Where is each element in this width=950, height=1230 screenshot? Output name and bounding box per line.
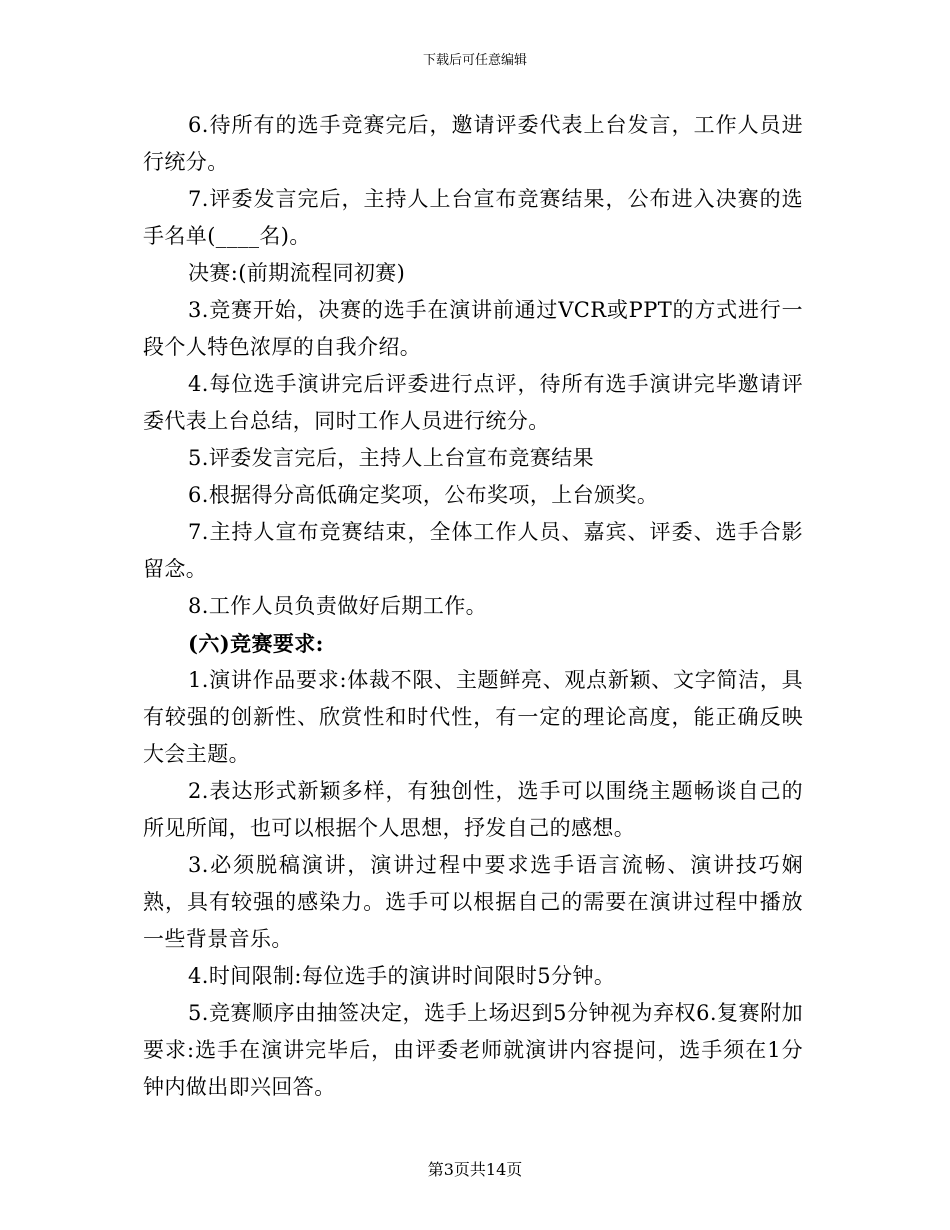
section-heading-requirements: (六)竞赛要求: — [188, 631, 324, 656]
paragraph-item-7-announce-finalists: 7.评委发言完后，主持人上台宣布竞赛结果，公布进入决赛的选手名单(____名)。 — [143, 187, 803, 248]
paragraph-item-6-awards: 6.根据得分高低确定奖项，公布奖项，上台颁奖。 — [188, 483, 659, 507]
paragraph-finals-intro: 决赛:(前期流程同初赛) — [188, 261, 406, 285]
paragraph-item-7-group-photo: 7.主持人宣布竞赛结束，全体工作人员、嘉宾、评委、选手合影留念。 — [143, 520, 803, 581]
paragraph-req-1-content: 1.演讲作品要求:体裁不限、主题鲜亮、观点新颖、文字简洁，具有较强的创新性、欣赏性和时代性，有一定的理论高度，能正确反映大会主题。 — [143, 668, 803, 766]
paragraph-req-4-time-limit: 4.时间限制:每位选手的演讲时间限时5分钟。 — [188, 964, 616, 988]
paragraph-item-4-judges-review: 4.每位选手演讲完后评委进行点评，待所有选手演讲完毕邀请评委代表上台总结，同时工作人员进行统分。 — [143, 372, 803, 433]
page-number: 第3页共14页 — [427, 1160, 523, 1179]
paragraph-item-6-judges-speech: 6.待所有的选手竞赛完后，邀请评委代表上台发言，工作人员进行统分。 — [143, 113, 803, 174]
page-header-note: 下载后可任意编辑 — [422, 53, 527, 68]
paragraph-item-3-competition-start: 3.竞赛开始，决赛的选手在演讲前通过VCR或PPT的方式进行一段个人特色浓厚的自我介绍。 — [143, 298, 803, 359]
paragraph-item-8-follow-up: 8.工作人员负责做好后期工作。 — [188, 594, 488, 618]
paragraph-req-3-delivery: 3.必须脱稿演讲，演讲过程中要求选手语言流畅、演讲技巧娴熟，具有较强的感染力。选手可以根据自己的需要在演讲过程中播放一些背景音乐。 — [143, 853, 803, 951]
document-body — [143, 107, 803, 1106]
paragraph-req-2-form: 2.表达形式新颖多样，有独创性，选手可以围绕主题畅谈自己的所见所闻，也可以根据个人思想，抒发自己的感想。 — [143, 779, 803, 840]
paragraph-req-5-order: 5.竞赛顺序由抽签决定，选手上场迟到5分钟视为弃权6.复赛附加要求:选手在演讲完毕后，由评委老师就演讲内容提问，选手须在1分钟内做出即兴回答。 — [143, 1001, 803, 1099]
paragraph-item-5-announce-results: 5.评委发言完后，主持人上台宣布竞赛结果 — [188, 446, 595, 470]
